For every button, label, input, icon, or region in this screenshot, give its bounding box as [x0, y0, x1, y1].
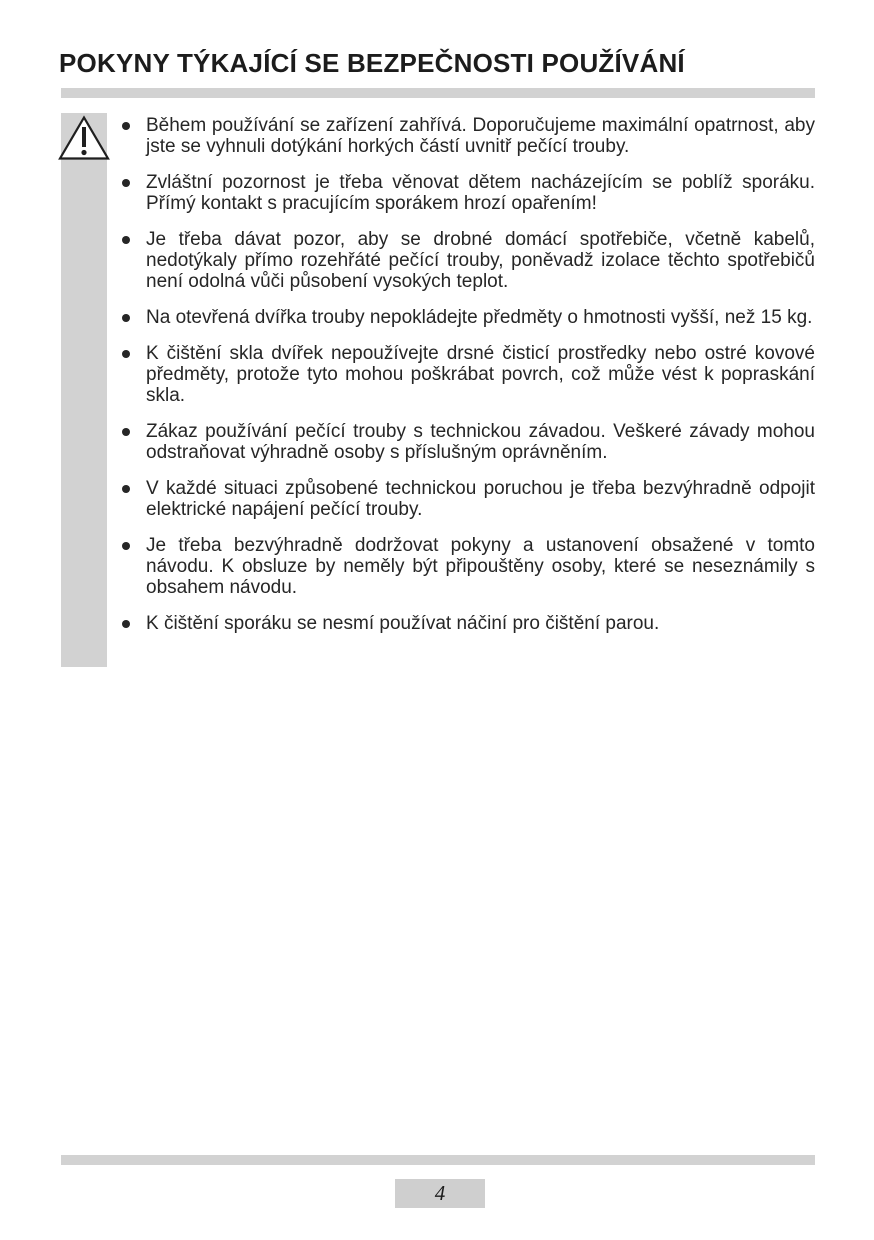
page-number-badge: [395, 1179, 485, 1208]
list-item: Zákaz používání pečící trouby s technickou závadou. Veškeré závady mohou odstraňovat výhradně osoby s příslušným oprávněním.: [107, 421, 815, 463]
list-item: Je třeba bezvýhradně dodržovat pokyny a ustanovení obsažené v tomto návodu. K obsluze by neměly být připouštěny osoby, které se neseznámily s obsahem návodu.: [107, 535, 815, 598]
title-divider-bar: [61, 88, 815, 98]
list-item: Je třeba dávat pozor, aby se drobné domácí spotřebiče, včetně kabelů, nedotýkaly přímo rozehřáté pečící trouby, poněvadž izolace těchto spotřebičů není odolná vůči působení vysokých teplot.: [107, 229, 815, 292]
list-item: K čištění skla dvířek nepoužívejte drsné čisticí prostředky nebo ostré kovové předměty, protože tyto mohou poškrábat povrch, což může vést k popraskání skla.: [107, 343, 815, 406]
page-title: POKYNY TÝKAJÍCÍ SE BEZPEČNOSTI POUŽÍVÁNÍ: [59, 48, 685, 78]
list-item: Během používání se zařízení zahřívá. Doporučujeme maximální opatrnost, aby jste se vyhnuli dotýkání horkých částí uvnitř pečící trouby.: [107, 115, 815, 157]
footer-divider-bar: [61, 1155, 815, 1165]
safety-section: [61, 113, 815, 667]
list-item: Na otevřená dvířka trouby nepokládejte předměty o hmotnosti vyšší, než 15 kg.: [107, 307, 815, 328]
warning-sidebar: [61, 113, 107, 667]
page-number: 4: [434, 1181, 446, 1205]
warning-triangle-icon: [58, 115, 110, 161]
list-item: V každé situaci způsobené technickou poruchou je třeba bezvýhradně odpojit elektrické napájení pečící trouby.: [107, 478, 815, 520]
list-item: K čištění sporáku se nesmí používat náčiní pro čištění parou.: [107, 613, 815, 634]
list-item: Zvláštní pozornost je třeba věnovat dětem nacházejícím se poblíž sporáku. Přímý kontakt s pracujícím sporákem hrozí opařením!: [107, 172, 815, 214]
safety-instruction-list: [107, 113, 815, 667]
